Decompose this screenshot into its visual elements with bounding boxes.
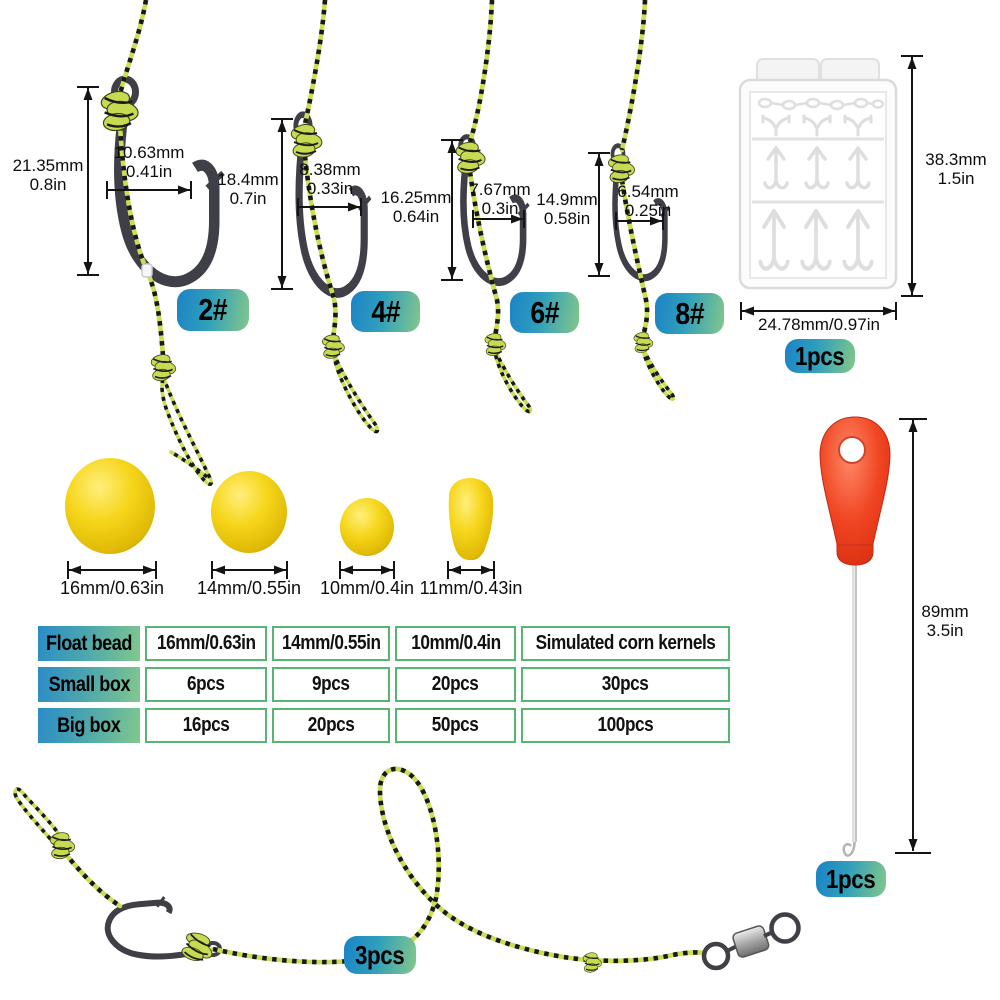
needle-qty-badge: 1pcs <box>816 861 886 897</box>
float-beads <box>65 458 493 560</box>
bead-16mm-arrow <box>68 561 156 579</box>
rig-qty-badge: 3pcs <box>344 936 416 974</box>
corn-bead-label: 11mm/0.43in <box>419 578 523 598</box>
float-bead-14mm <box>211 471 287 553</box>
hook-6-gape-label: 7.67mm 0.3in <box>469 180 531 218</box>
table-cell: Simulated corn kernels <box>521 626 730 661</box>
box-height-label: 38.3mm 1.5in <box>925 150 987 188</box>
hook-size-badge-2: 2# <box>177 289 249 331</box>
bead-16mm-label: 16mm/0.63in <box>59 578 165 598</box>
needle-length-label: 89mm 3.5in <box>921 602 969 640</box>
hook-2-gape-label: 10.63mm 0.41in <box>113 143 185 181</box>
barrel-swivel <box>704 915 799 969</box>
table-cell: 16pcs <box>145 708 267 743</box>
table-cell: 20pcs <box>272 708 390 743</box>
table-header-float-bead: Float bead <box>38 626 140 661</box>
needle-handle-hole <box>839 437 865 463</box>
bead-10mm-arrow <box>340 561 394 579</box>
bead-10mm-label: 10mm/0.4in <box>319 578 415 598</box>
hook-6-height-label: 16.25mm 0.64in <box>380 188 452 226</box>
hook-8-gape-label: 6.54mm 0.25in <box>617 182 679 220</box>
spec-table <box>38 626 730 743</box>
table-cell: 30pcs <box>521 667 730 702</box>
hook-4-height-label: 18.4mm 0.7in <box>217 170 279 208</box>
braided-lines <box>120 0 674 484</box>
hook-size-badge-4: 4# <box>351 291 420 332</box>
line-knots <box>99 89 653 382</box>
hook-size-badge-6: 6# <box>510 292 579 333</box>
table-cell: 16mm/0.63in <box>145 626 267 661</box>
line-stopper-bead <box>142 264 152 277</box>
box-width-label: 24.78mm/0.97in <box>758 315 880 334</box>
table-cell: 10mm/0.4in <box>395 626 516 661</box>
box-qty-badge: 1pcs <box>785 339 855 373</box>
hook-size-badge-8: 8# <box>655 293 724 334</box>
float-bead-10mm <box>340 498 394 556</box>
table-cell: 100pcs <box>521 708 730 743</box>
table-header-big-box: Big box <box>38 708 140 743</box>
baiting-needle-illustration <box>820 417 890 856</box>
table-cell: 50pcs <box>395 708 516 743</box>
stopper-box-illustration <box>740 59 896 288</box>
table-cell: 6pcs <box>145 667 267 702</box>
table-header-small-box: Small box <box>38 667 140 702</box>
table-cell: 9pcs <box>272 667 390 702</box>
table-cell: 14mm/0.55in <box>272 626 390 661</box>
hook-4-gape-arrow <box>298 198 361 216</box>
table-cell: 20pcs <box>395 667 516 702</box>
bead-14mm-label: 14mm/0.55in <box>196 578 302 598</box>
needle-hook-tip <box>844 842 855 856</box>
hook-2-height-label: 21.35mm 0.8in <box>12 156 84 194</box>
float-bead-16mm <box>65 458 155 554</box>
corn-bead-arrow <box>448 561 494 579</box>
corn-kernel-bead <box>449 478 493 560</box>
hook-8-height-label: 14.9mm 0.58in <box>536 190 598 228</box>
bead-14mm-arrow <box>212 561 287 579</box>
hook-4-gape-label: 8.38mm 0.33in <box>299 160 361 198</box>
